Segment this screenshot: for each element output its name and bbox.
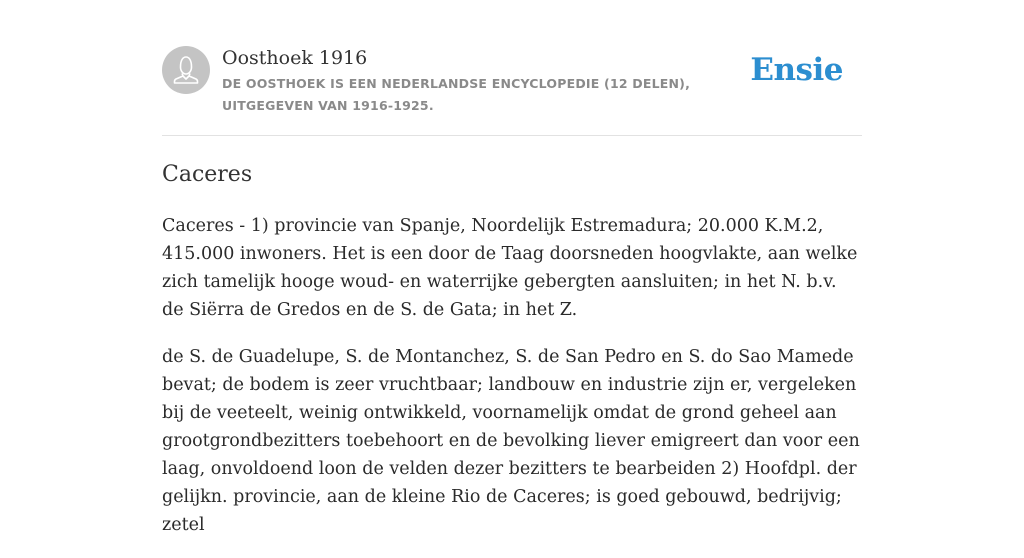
user-icon xyxy=(162,46,210,94)
source-header xyxy=(162,46,862,136)
header-divider xyxy=(162,135,862,136)
article-paragraph: Caceres - 1) provincie van Spanje, Noordelijk Estremadura; 20.000 K.M.2, 415.000 inwoners. Het is een door de Taag doorsneden hoogvlakte, aan welke zich tamelijk hooge woud- en waterrijke gebergten aansluiten; in het N. b.v. de Siërra de Gredos en de S. de Gata; in het Z. xyxy=(162,216,858,320)
ensie-logo[interactable]: Ensie xyxy=(750,52,843,88)
avatar[interactable] xyxy=(162,46,210,94)
article-body xyxy=(162,212,862,558)
source-title[interactable]: Oosthoek 1916 xyxy=(222,47,368,69)
article-paragraph: de S. de Guadelupe, S. de Montanchez, S. de San Pedro en S. do Sao Mamede bevat; de bodem is zeer vruchtbaar; landbouw en industrie zijn er, vergeleken bij de veeteelt, weinig ontwikkeld, voornamelijk omdat de grond geheel aan grootgrondbezitters toebehoort en de bevolking liever emigreert dan voor een laag, onvoldoend loon de velden dezer bezitters te bearbeiden 2) Hoofdpl. der gelijkn. provincie, aan de kleine Rio de Caceres; is goed gebouwd, bedrijvig; zetel xyxy=(162,347,860,535)
source-description: DE OOSTHOEK IS EEN NEDERLANDSE ENCYCLOPEDIE (12 DELEN), UITGEGEVEN VAN 1916-1925. xyxy=(222,76,691,113)
article-title: Caceres xyxy=(162,162,253,187)
